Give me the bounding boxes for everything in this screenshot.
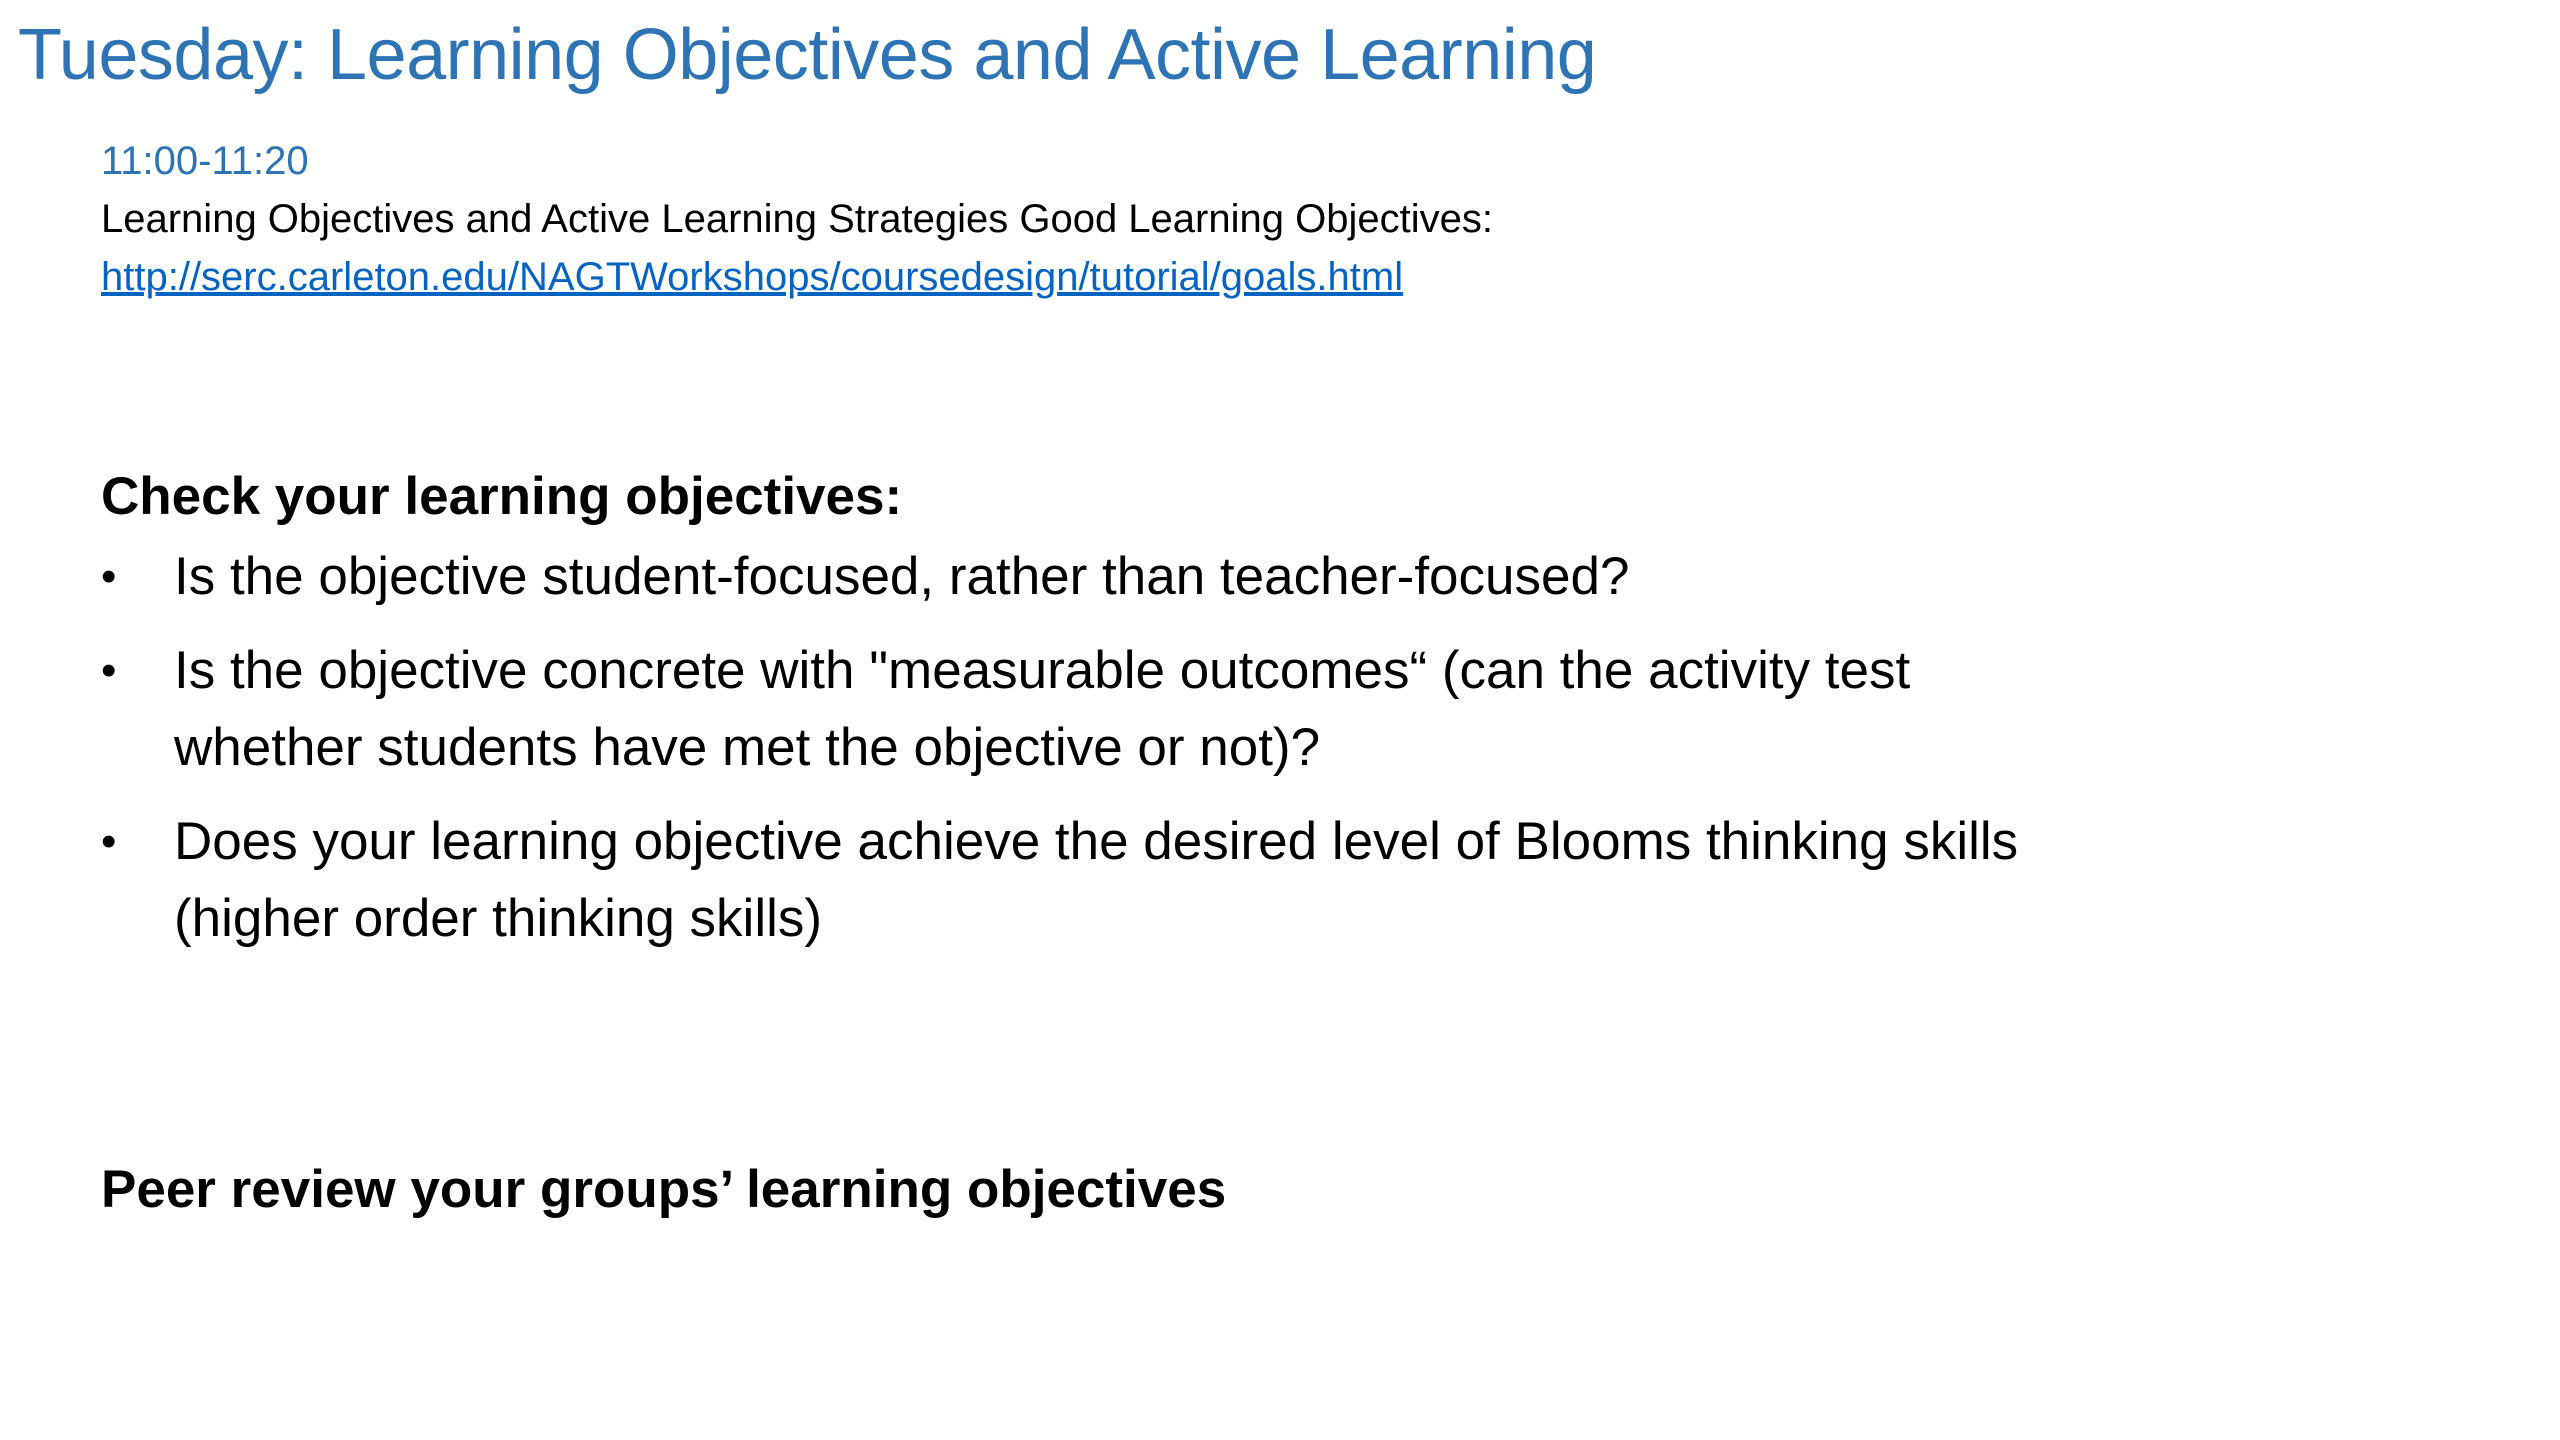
session-time: 11:00-11:20 — [101, 139, 309, 183]
list-item — [101, 538, 2101, 615]
peer-review-heading: Peer review your groups’ learning objectives — [101, 1160, 1227, 1219]
slide-title: Tuesday: Learning Objectives and Active Learning — [18, 15, 1597, 95]
list-item-text: Is the objective concrete with "measurable outcomes“ (can the activity test whether students have met the objective or not)? — [174, 641, 1911, 777]
session-subtitle: Learning Objectives and Active Learning Strategies Good Learning Objectives: — [101, 197, 1493, 241]
check-objectives-list — [101, 538, 2101, 974]
bullet-icon: • — [101, 552, 117, 601]
goals-link[interactable]: http://serc.carleton.edu/NAGTWorkshops/coursedesign/tutorial/goals.html — [101, 255, 1404, 299]
check-objectives-heading: Check your learning objectives: — [101, 467, 903, 526]
session-info — [101, 132, 2401, 306]
bullet-icon: • — [101, 646, 117, 695]
list-item-text: Is the objective student-focused, rather than teacher-focused? — [174, 547, 1630, 606]
list-item-text: Does your learning objective achieve the desired level of Blooms thinking skills (higher order thinking skills) — [174, 812, 2019, 948]
list-item — [101, 632, 2101, 786]
list-item — [101, 803, 2101, 957]
bullet-icon: • — [101, 817, 117, 866]
